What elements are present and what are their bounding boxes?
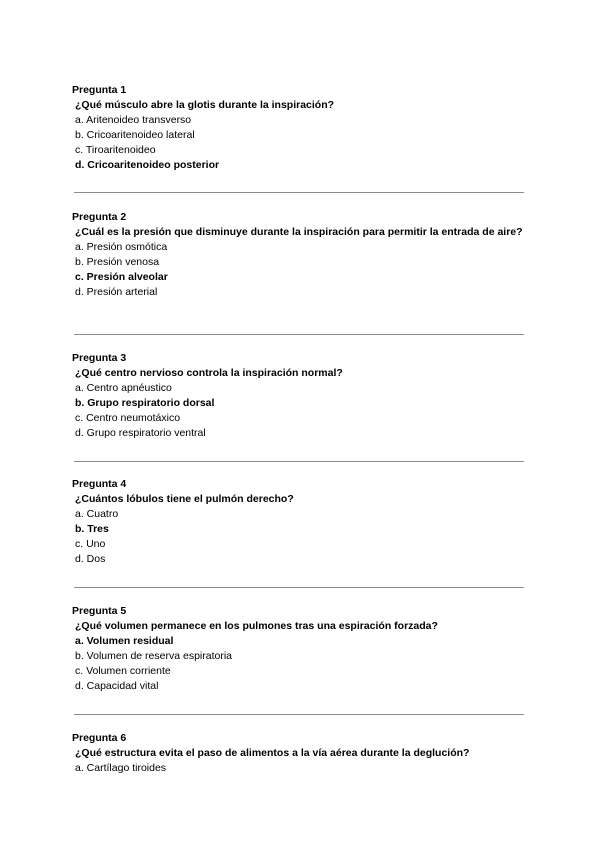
option-c-correct: c. Presión alveolar [75,271,168,283]
option-b-correct: b. Grupo respiratorio dorsal [75,397,215,409]
question-5 [72,604,528,694]
question-6 [72,731,528,776]
question-title: Pregunta 6 [72,732,127,744]
option-a-correct: a. Volumen residual [75,635,174,647]
divider [74,334,524,335]
option-c: c. Volumen corriente [75,665,171,677]
divider [74,192,524,193]
question-text: ¿Qué estructura evita el paso de alimentos a la vía aérea durante la deglución? [75,747,470,759]
question-title: Pregunta 2 [72,211,127,223]
option-c: c. Tiroaritenoideo [75,144,156,156]
option-b-correct: b. Tres [75,523,109,535]
option-a: a. Cartílago tiroides [75,762,167,774]
question-text: ¿Qué músculo abre la glotis durante la inspiración? [75,99,335,111]
question-title: Pregunta 5 [72,605,127,617]
option-c: c. Centro neumotáxico [75,412,181,424]
divider [74,587,524,588]
question-2 [72,210,528,300]
option-a: a. Cuatro [75,508,119,520]
divider [74,461,524,462]
option-d: d. Capacidad vital [75,680,159,692]
option-a: a. Aritenoideo transverso [75,114,192,126]
question-1 [72,83,528,173]
question-title: Pregunta 1 [72,84,127,96]
option-a: a. Presión osmótica [75,241,168,253]
option-d-correct: d. Cricoaritenoideo posterior [75,159,220,171]
question-text: ¿Cuántos lóbulos tiene el pulmón derecho? [75,493,294,505]
option-a: a. Centro apnéustico [75,382,172,394]
option-b: b. Cricoaritenoideo lateral [75,129,195,141]
option-c: c. Uno [75,538,106,550]
question-text: ¿Qué volumen permanece en los pulmones tras una espiración forzada? [75,620,438,632]
option-d: d. Dos [75,553,106,565]
question-4 [72,477,528,567]
divider [74,714,524,715]
question-text: ¿Qué centro nervioso controla la inspiración normal? [75,367,343,379]
option-d: d. Presión arterial [75,286,158,298]
option-b: b. Presión venosa [75,256,160,268]
question-text: ¿Cuál es la presión que disminuye durante la inspiración para permitir la entrada de aire? [75,226,523,238]
option-b: b. Volumen de reserva espiratoria [75,650,233,662]
question-3 [72,351,528,441]
question-title: Pregunta 4 [72,478,127,490]
option-d: d. Grupo respiratorio ventral [75,427,206,439]
question-title: Pregunta 3 [72,352,127,364]
